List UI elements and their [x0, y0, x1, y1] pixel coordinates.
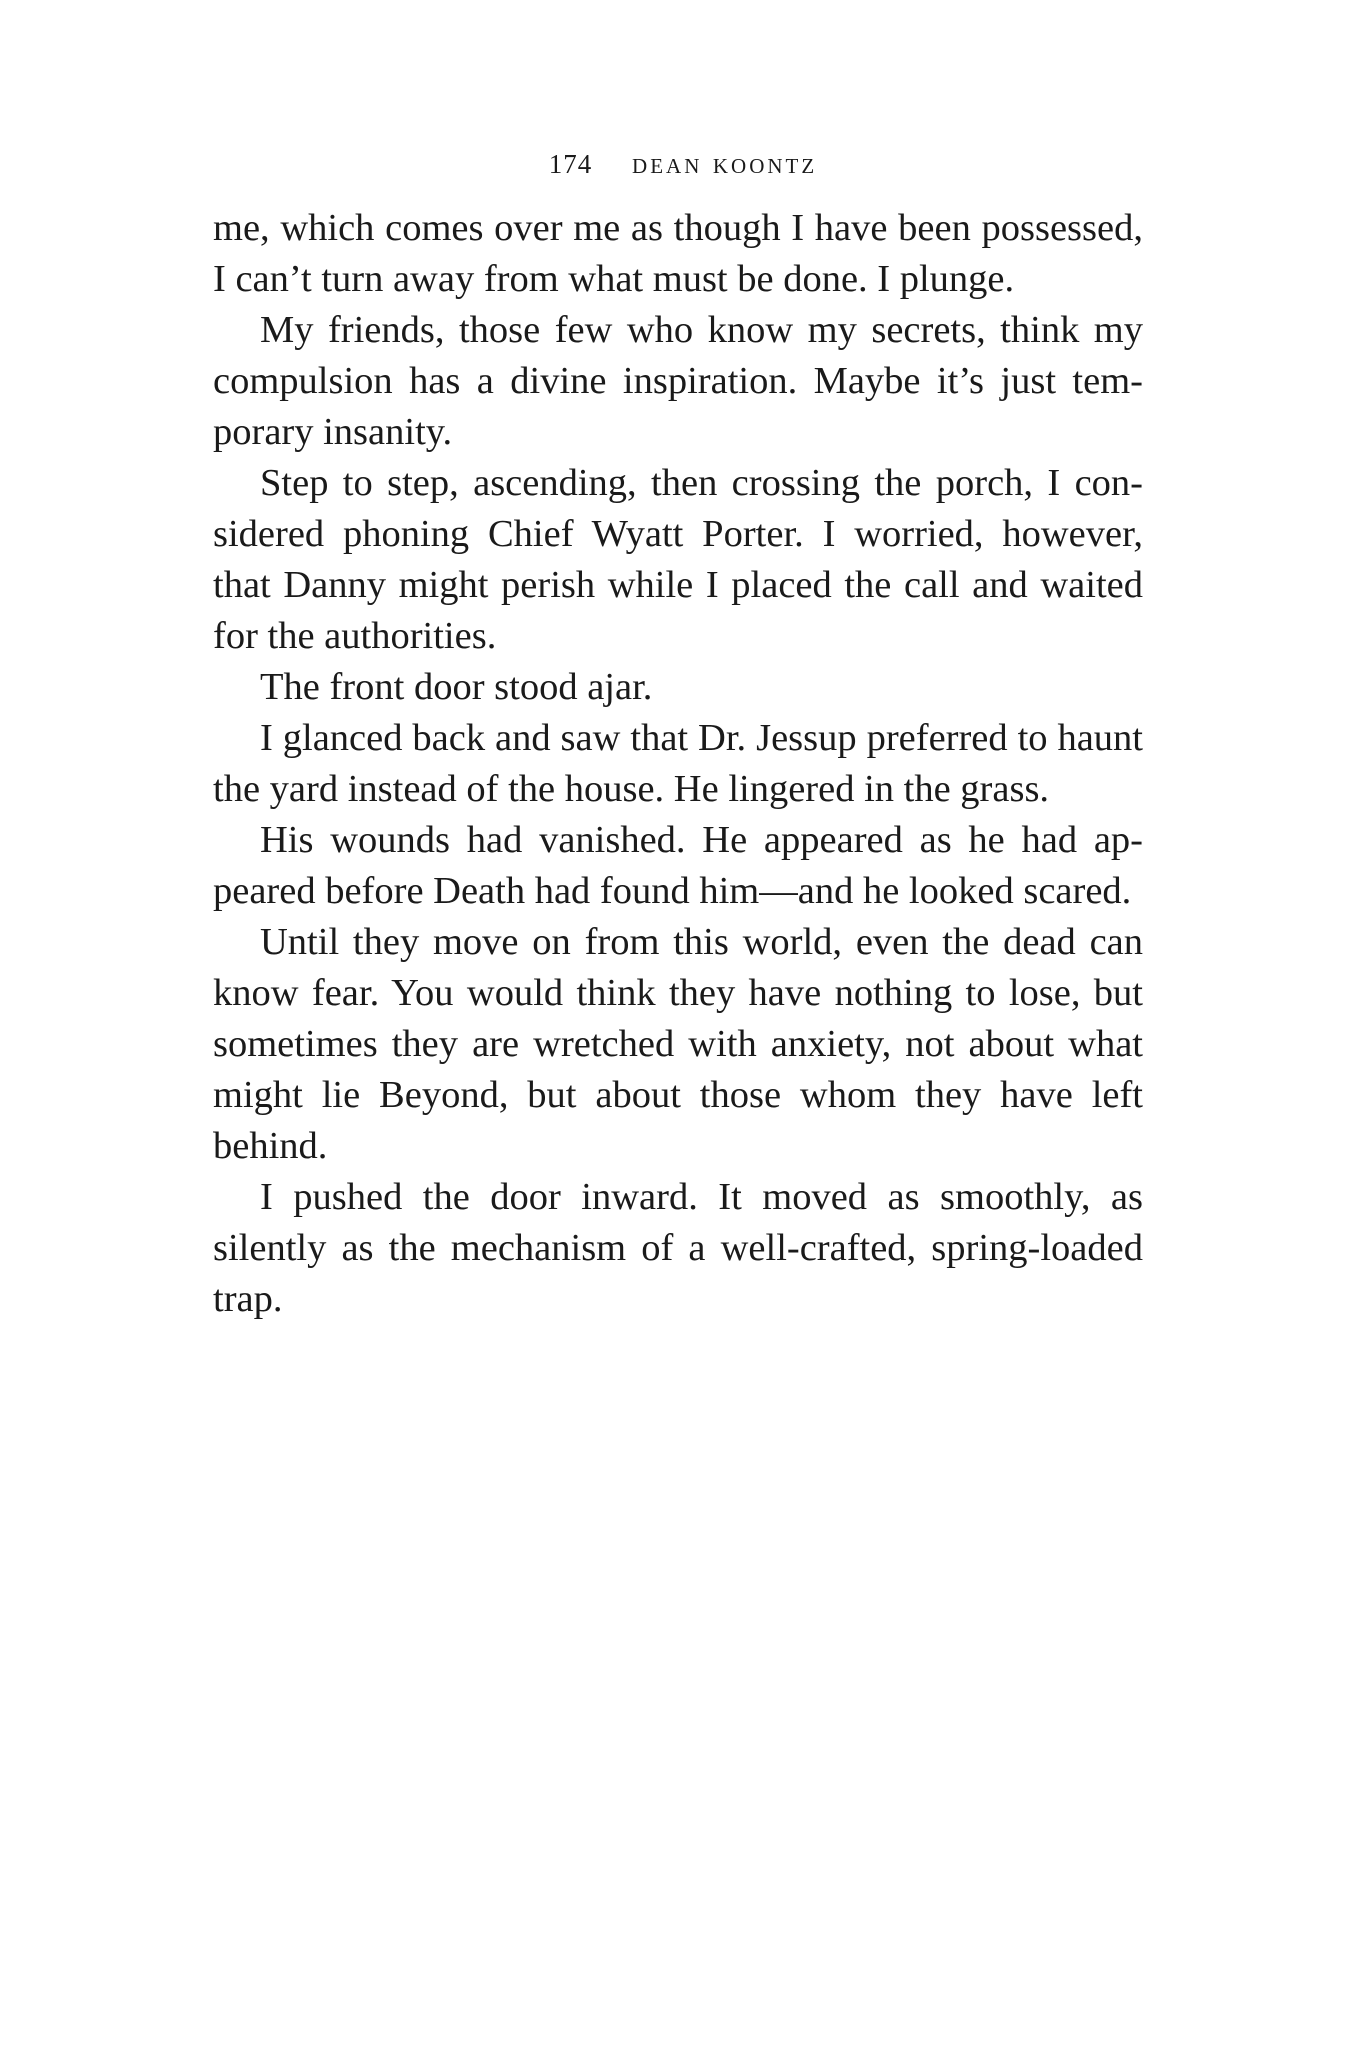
paragraph: Step to step, ascending, then crossing the porch, I considered phoning Chief Wyatt Porter. I worried, however, that Danny might perish while I placed the call and waited for the authorities. [213, 462, 1143, 657]
running-head [0, 146, 1366, 182]
paragraph: Until they move on from this world, even the dead can know fear. You would think they have nothing to lose, but sometimes they are wretched with anxiety, not about what might lie Beyond, but about those whom they have left behind. [213, 921, 1143, 1167]
paragraph: me, which comes over me as though I have been possessed, I can’t turn away from what must be done. I plunge. [213, 207, 1143, 300]
paragraph: I glanced back and saw that Dr. Jessup preferred to haunt the yard instead of the house. He lingered in the grass. [213, 717, 1143, 810]
running-head-author: dean koontz [632, 147, 818, 180]
page-number: 174 [548, 149, 593, 179]
paragraph: The front door stood ajar. [260, 666, 653, 708]
body-text [213, 203, 1143, 1325]
paragraph: I pushed the door inward. It moved as smoothly, as silently as the mechanism of a well-crafted, spring-loaded trap. [213, 1176, 1143, 1320]
paragraph: My friends, those few who know my secrets, think my compulsion has a divine inspiration. Maybe it’s just temporary insanity. [213, 309, 1143, 453]
paragraph: His wounds had vanished. He appeared as he had appeared before Death had found him—and he looked scared. [213, 819, 1143, 912]
